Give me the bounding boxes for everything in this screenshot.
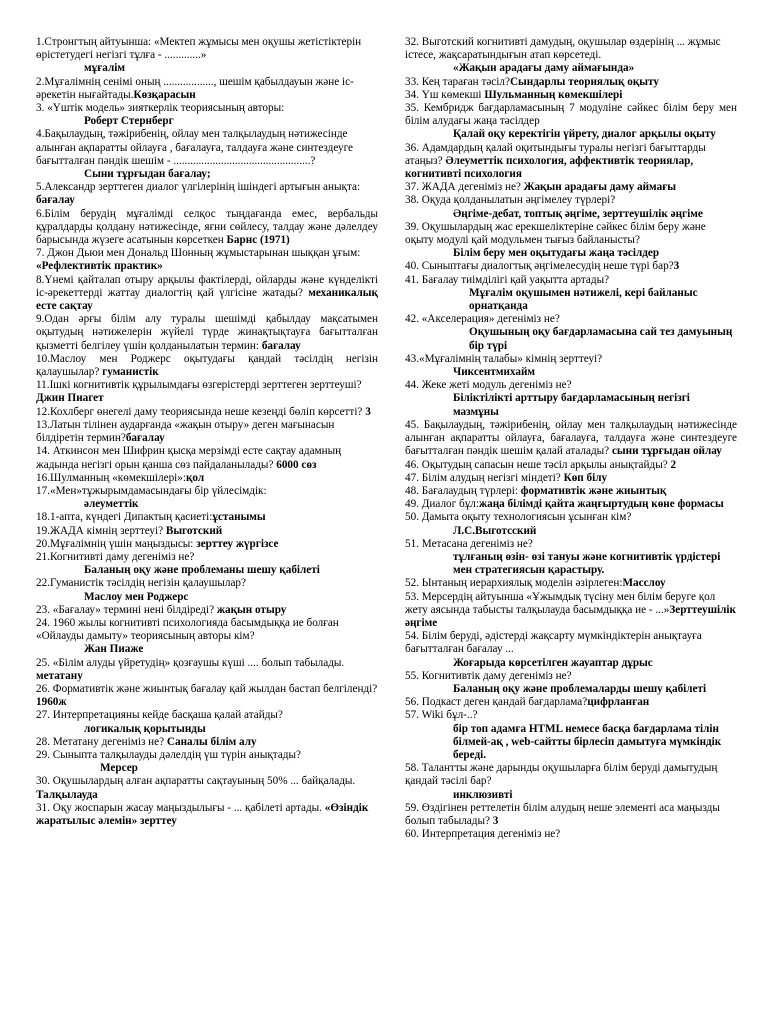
question-item xyxy=(405,789,737,802)
question-item xyxy=(36,419,378,445)
answer-text: Джин Пиагет xyxy=(36,392,104,405)
question-item xyxy=(405,551,737,577)
question-item xyxy=(405,657,737,670)
answer-text: формативтік және жиынтық xyxy=(520,484,667,497)
question-item xyxy=(405,670,737,683)
answer-text: жаңа білімді қайта жаңғыртудың көне формасы xyxy=(479,498,724,511)
question-item xyxy=(36,736,378,749)
question-item xyxy=(405,379,737,392)
answer-text: Жан Пиаже xyxy=(84,643,144,656)
answer-text: «Жақын арадағы даму аймағында» xyxy=(453,62,635,75)
question-text: 19.ЖАДА кімнің зерттеуі? xyxy=(36,524,166,537)
question-item xyxy=(405,208,737,221)
question-text: 42. «Акселерация» дегеніміз не? xyxy=(405,313,560,326)
question-item xyxy=(36,591,378,604)
question-item xyxy=(405,62,737,75)
answer-text: Көзқарасын xyxy=(133,88,196,101)
question-item xyxy=(36,775,378,801)
question-item xyxy=(405,274,737,287)
answer-text: Жоғарыда көрсетілген жауаптар дұрыс xyxy=(453,656,653,669)
question-item xyxy=(405,802,737,828)
question-text: 28. Метатану дегеніміз не? xyxy=(36,735,167,748)
question-text: 33. Кең тараған тәсіл? xyxy=(405,75,510,88)
answer-text: «Рефлективтік практик» xyxy=(36,260,163,273)
question-item xyxy=(36,683,378,709)
answer-text: цифрланған xyxy=(587,696,650,709)
question-item xyxy=(36,762,378,775)
question-item xyxy=(405,287,737,313)
question-item xyxy=(36,577,378,590)
question-text: 57. Wiki бұл-..? xyxy=(405,709,478,722)
question-text: 12.Кохлберг өнегелі даму теориясында неше кезеңді бөліп көрсетті? xyxy=(36,405,366,418)
question-item xyxy=(405,313,737,326)
question-item xyxy=(36,406,378,419)
question-text: 30. Оқушылардың алған ақпаратты сақтауының 50% ... байқалады. xyxy=(36,775,356,788)
answer-text: Зерттеушілік әңгіме xyxy=(405,603,736,629)
question-text: 25. «Білім алуды үйретудің» қозғаушы күші .... болып табылады. xyxy=(36,656,345,669)
question-item xyxy=(36,62,378,75)
answer-text: бір топ адамға HTML немесе басқа бағдарлама тілін білмей-ақ , web-сайтты бірлесіп дамытуға мүмкіндік береді. xyxy=(453,722,722,761)
question-text: 20.Мұғалімнің үшін маңыздысы: xyxy=(36,537,197,550)
answer-text: 6000 сөз xyxy=(276,458,317,471)
question-item xyxy=(405,709,737,722)
question-text: 58. Талантты және дарынды оқушыларға білім беруді дамытудың қандай тәсілі бар? xyxy=(405,762,718,788)
answer-text: ұстанымы xyxy=(212,511,266,524)
question-item xyxy=(405,36,737,62)
question-item xyxy=(405,591,737,631)
question-item xyxy=(36,208,378,248)
answer-text: Маслоу мен Роджерс xyxy=(84,590,189,603)
question-text: 3. «Үштік модель» зияткерлік теориясының авторы: xyxy=(36,102,285,115)
question-text: 32. Выготский когнитивті дамудың, оқушылар өздерінің ... жұмыс істесе, жақсаратындығын атап көрсетеді. xyxy=(405,36,721,62)
answer-text: Чиксентмихайм xyxy=(453,366,536,379)
question-text: 54. Білім беруді, әдістерді жақсарту мүмкіндіктерін анықтауға бағытталған бағалау ... xyxy=(405,630,702,656)
question-text: 46. Оқытудың сапасын неше тәсіл арқылы анықтайды? xyxy=(405,458,671,471)
question-text: 1.Стронгтың айтуынша: «Мектеп жұмысы мен оқушы жетістіктерін өрістетудегі негізгі тұлға - .............» xyxy=(36,36,362,62)
question-text: 23. «Бағалау» термині нені білдіреді? xyxy=(36,603,217,616)
question-item xyxy=(405,577,737,590)
question-text: 59. Өздігінен реттелетін білім алудың неше элементі аса маңызды болып табылады? xyxy=(405,801,720,827)
answer-text: инклюзивті xyxy=(453,788,513,801)
answer-text: Роберт Стернберг xyxy=(84,115,174,128)
question-text: 56. Подкаст деген қандай бағдарлама? xyxy=(405,696,588,709)
question-item xyxy=(405,353,737,366)
question-text: 13.Латын тілінен аударғанда «жақын отыру» деген мағынасын білдіретін термин? xyxy=(36,418,335,445)
question-item xyxy=(36,472,378,485)
question-item xyxy=(405,102,737,128)
answer-text: бағалау xyxy=(125,432,165,445)
question-text: 14. Аткинсон мен Шифрин қысқа мерзімді есте сақтау адамның жадында негізгі орын қанша сөз пайдаланылады? xyxy=(36,445,342,471)
answer-text: әлеуметтік xyxy=(84,498,139,511)
question-item xyxy=(405,696,737,709)
answer-text: метатану xyxy=(36,669,83,682)
question-text: 8.Үнемі қайталап отыру арқылы фактілерді, ойларды және күнделікті іс-әрекеттерді жаттау диалогтің қай үлгісіне жатады? xyxy=(36,273,378,299)
question-text: 31. Оқу жоспарын жасау маңыздылығы - ... қабілеті артады. xyxy=(36,801,325,814)
question-item xyxy=(36,723,378,736)
question-item xyxy=(405,194,737,207)
question-text: 6.Білім берудің мұғалімді селқос тыңдағанда емес, вербальды құралдарды қолдану нәтижесінде, яғни сөйлесу, талдау және дәлелдеу барысында жүзеге асатынын көрсеткен xyxy=(36,207,378,247)
right-column xyxy=(405,36,737,841)
question-item xyxy=(405,630,737,656)
question-text: 60. Интерпретация дегеніміз не? xyxy=(405,828,561,841)
answer-text: Масслоу xyxy=(622,577,666,590)
answer-text: қол xyxy=(185,471,205,484)
question-text: 51. Метасана дегеніміз не? xyxy=(405,537,533,550)
question-text: 24. 1960 жылы когнитивті психологияда басымдыққа ие болған «Ойлауды дамыту» теориясының авторы кім? xyxy=(36,616,339,643)
answer-text: Оқушының оқу бағдарламасына сай тез дамуының бір түрі xyxy=(469,326,733,352)
question-item xyxy=(405,683,737,696)
question-text: 53. Мерсердің айтуынша «Ұжымдық түсіну мен білім беруге қол жету аясында табысты талқылауда басымдыққа ие - ...» xyxy=(405,590,716,616)
question-item xyxy=(405,459,737,472)
question-text: 52. Ынтаның иерархиялық моделін әзірлеген: xyxy=(405,577,623,590)
question-item xyxy=(405,828,737,841)
question-text: 45. Бақылаудың, тәжірибенің, ойлау мен талқылаудың нәтижесінде алынған ақпаратты ойлауға, бағалауға, талдауға және синтездеуге бағытталған пәндік шешім қалай аталады? xyxy=(405,418,737,458)
answer-text: Саналы білім алу xyxy=(166,735,257,748)
question-item xyxy=(405,128,737,141)
question-item xyxy=(36,128,378,168)
answer-text: бағалау xyxy=(36,194,75,207)
answer-text: Выготский xyxy=(165,524,223,537)
answer-text: Әңгіме-дебат, топтық әңгіме, зерттеушілік әңгіме xyxy=(453,207,703,220)
question-item xyxy=(405,762,737,788)
question-text: 35. Кембридж бағдарламасының 7 модуліне сәйкес білім беру мен білім алудағы жаңа тәсілдер xyxy=(405,102,737,128)
question-item xyxy=(405,181,737,194)
answer-text: Әлеуметтік психология, аффективтік теориялар, когнитивті психология xyxy=(405,154,694,181)
question-text: 4.Бақылаудың, тәжірибенің, ойлау мен талқылаудың нәтижесінде алынған ақпаратты ойлауға , бағалауға, талдауға және синтездеуге бағытталған пәндік шешім - .................................................? xyxy=(36,128,354,167)
question-item xyxy=(36,168,378,181)
question-item xyxy=(405,511,737,524)
question-item xyxy=(405,260,737,273)
answer-text: Л.С.Выготсский xyxy=(453,524,537,537)
question-text: 47. Білім алудың негізгі міндеті? xyxy=(405,471,564,484)
question-item xyxy=(36,643,378,656)
question-text: 21.Когнитивті даму дегеніміз не? xyxy=(36,550,195,563)
question-text: 22.Гуманистік тәсілдің негізін қалаушылар? xyxy=(36,577,246,590)
question-item xyxy=(405,723,737,763)
answer-text: Біліктілікті арттыру бағдарламасының негізгі мазмұны xyxy=(453,392,690,418)
question-item xyxy=(36,115,378,128)
question-item xyxy=(36,802,378,828)
question-text: 41. Бағалау тиімділігі қай уақытта артады? xyxy=(405,273,610,286)
question-item xyxy=(405,538,737,551)
question-text: 55. Когнитивтік даму дегеніміз не? xyxy=(405,669,572,682)
answer-text: «Өзіндік жаратылыс әлемін» зерттеу xyxy=(36,801,369,827)
answer-text: 3 xyxy=(365,405,371,418)
question-text: 44. Жеке жеті модуль дегеніміз не? xyxy=(405,379,572,392)
answer-text: Сындарлы теориялық оқыту xyxy=(509,75,659,88)
question-text: 48. Бағалаудың түрлері: xyxy=(405,484,521,497)
question-text: 37. ЖАДА дегеніміз не? xyxy=(405,181,524,194)
question-item xyxy=(405,142,737,182)
question-item xyxy=(36,538,378,551)
question-text: 38. Оқуда қолданылатын әңгімелеу түрлері? xyxy=(405,194,616,207)
question-text: 17.«Мен»тұжырымдамасындағы бір үйлесімдік: xyxy=(36,484,267,497)
question-text: 10.Маслоу мен Роджерс оқытудағы қандай тәсілдің негізін қалаушылар? xyxy=(36,352,378,379)
question-item xyxy=(405,247,737,260)
answer-text: механикалық есте сақтау xyxy=(36,286,378,313)
question-item xyxy=(36,551,378,564)
answer-text: 3 xyxy=(673,260,680,273)
question-item xyxy=(36,36,378,62)
question-text: 50. Дамыта оқыту технологиясын ұсынған кім? xyxy=(405,511,632,524)
left-column xyxy=(36,36,378,828)
question-item xyxy=(36,379,378,405)
question-text: 7. Джон Дьюи мен Дональд Шонның жұмыстарынан шыққан ұғым: xyxy=(36,247,361,260)
question-item xyxy=(36,709,378,722)
answer-text: бағалау xyxy=(261,339,301,352)
question-item xyxy=(36,485,378,498)
question-item xyxy=(405,525,737,538)
question-item xyxy=(36,445,378,471)
question-text: 11.Ішкі когнитивтік құрылымдағы өзгерістерді зерттеген зерттеуші? xyxy=(36,379,362,392)
answer-text: 3 xyxy=(492,814,499,827)
answer-text: Баланың оқу және проблемаларды шешу қабілеті xyxy=(453,682,707,695)
question-text: 29. Сыныпта талқылауды дәлелдің үш түрін анықтады? xyxy=(36,748,301,761)
question-item xyxy=(36,274,378,314)
question-item xyxy=(36,511,378,524)
answer-text: Көп білу xyxy=(563,471,608,484)
answer-text: зерттеу жүргізсе xyxy=(196,537,279,550)
answer-text: тұлғаның өзін- өзі тануы және когнитивтік үрдістері мен стратегиясын қарастыру. xyxy=(453,550,721,577)
question-item xyxy=(405,76,737,89)
question-text: 5.Александр зерттеген диалог үлгілерінің ішіндегі артығын анықта: xyxy=(36,181,361,194)
question-text: 49. Диалог бұл: xyxy=(405,498,480,511)
question-item xyxy=(36,76,378,102)
answer-text: мұғалім xyxy=(84,62,125,75)
question-item xyxy=(36,604,378,617)
question-item xyxy=(36,313,378,353)
question-text: 36. Адамдардың қалай оқитындығы туралы негізгі бағыттарды атаңыз? xyxy=(405,141,706,167)
question-item xyxy=(36,617,378,643)
question-text: 39. Оқушылардың жас ерекшеліктеріне сәйкес білім беру және оқыту модулі қай модульмен тығыз байланысты? xyxy=(405,220,706,247)
answer-text: Қалай оқу керектігін үйрету, диалог арқылы оқыту xyxy=(453,128,716,141)
question-item xyxy=(36,525,378,538)
answer-text: Барнс (1971) xyxy=(226,234,290,247)
question-item xyxy=(36,247,378,273)
question-text: 27. Интерпретацияны кейде басқаша қалай атайды? xyxy=(36,709,283,722)
question-item xyxy=(405,392,737,418)
answer-text: Шульманның көмекшілері xyxy=(484,88,623,101)
answer-text: сыни тұрғыдан ойлау xyxy=(611,445,722,458)
question-item xyxy=(405,485,737,498)
question-text: 40. Сыныптағы диалогтық әңгімелесудің неше түрі бар? xyxy=(405,260,674,273)
answer-text: 1960ж xyxy=(36,696,67,709)
question-text: 2.Мұғалімнің сенімі оның .................., шешім қабылдауын және іс-әрекетін нығайтады. xyxy=(36,75,354,101)
question-item xyxy=(36,102,378,115)
question-item xyxy=(405,419,737,459)
question-text: 34. Үш көмекші xyxy=(405,88,485,101)
question-item xyxy=(36,181,378,207)
question-item xyxy=(36,657,378,683)
question-item xyxy=(36,353,378,379)
answer-text: жақын отыру xyxy=(216,603,287,616)
question-text: 18.1-апта, күндегі Дипактың қасиеті: xyxy=(36,511,213,524)
answer-text: Талқылауда xyxy=(36,788,98,801)
answer-text: Мерсер xyxy=(100,762,138,775)
answer-text: 2 xyxy=(670,458,677,471)
answer-text: Жақын арадағы даму аймағы xyxy=(523,181,677,194)
answer-text: Сыни тұрғыдан бағалау; xyxy=(84,168,211,181)
question-item xyxy=(405,89,737,102)
question-item xyxy=(36,749,378,762)
question-text: 26. Формативтік және жиынтық бағалау қай жылдан бастап белгіленді? xyxy=(36,682,378,695)
answer-text: Баланың оқу және проблеманы шешу қабілеті xyxy=(84,564,320,577)
question-item xyxy=(405,498,737,511)
question-item xyxy=(405,472,737,485)
question-item xyxy=(405,326,737,352)
question-item xyxy=(36,564,378,577)
question-text: 16.Шулманның «көмекшілері»: xyxy=(36,471,186,484)
question-item xyxy=(36,498,378,511)
answer-text: Мұғалім оқушымен нәтижелі, кері байланыс орнатқанда xyxy=(469,286,698,313)
answer-text: логикалық қорытынды xyxy=(84,722,206,735)
question-text: 9.Одан әрғы білім алу туралы шешімді қабылдау мақсатымен оқытудың нәтижелерін жүйелі түрде жинақтықтауға бағытталған қызметті белгілеу үшін қолданылатын термин: xyxy=(36,313,378,352)
question-item xyxy=(405,221,737,247)
question-text: 43.«Мұғалімнің талабы» кімнің зерттеуі? xyxy=(405,352,603,365)
question-item xyxy=(405,366,737,379)
answer-text: гуманистік xyxy=(102,366,159,379)
answer-text: Білім беру мен оқытудағы жаңа тәсілдер xyxy=(453,247,660,260)
